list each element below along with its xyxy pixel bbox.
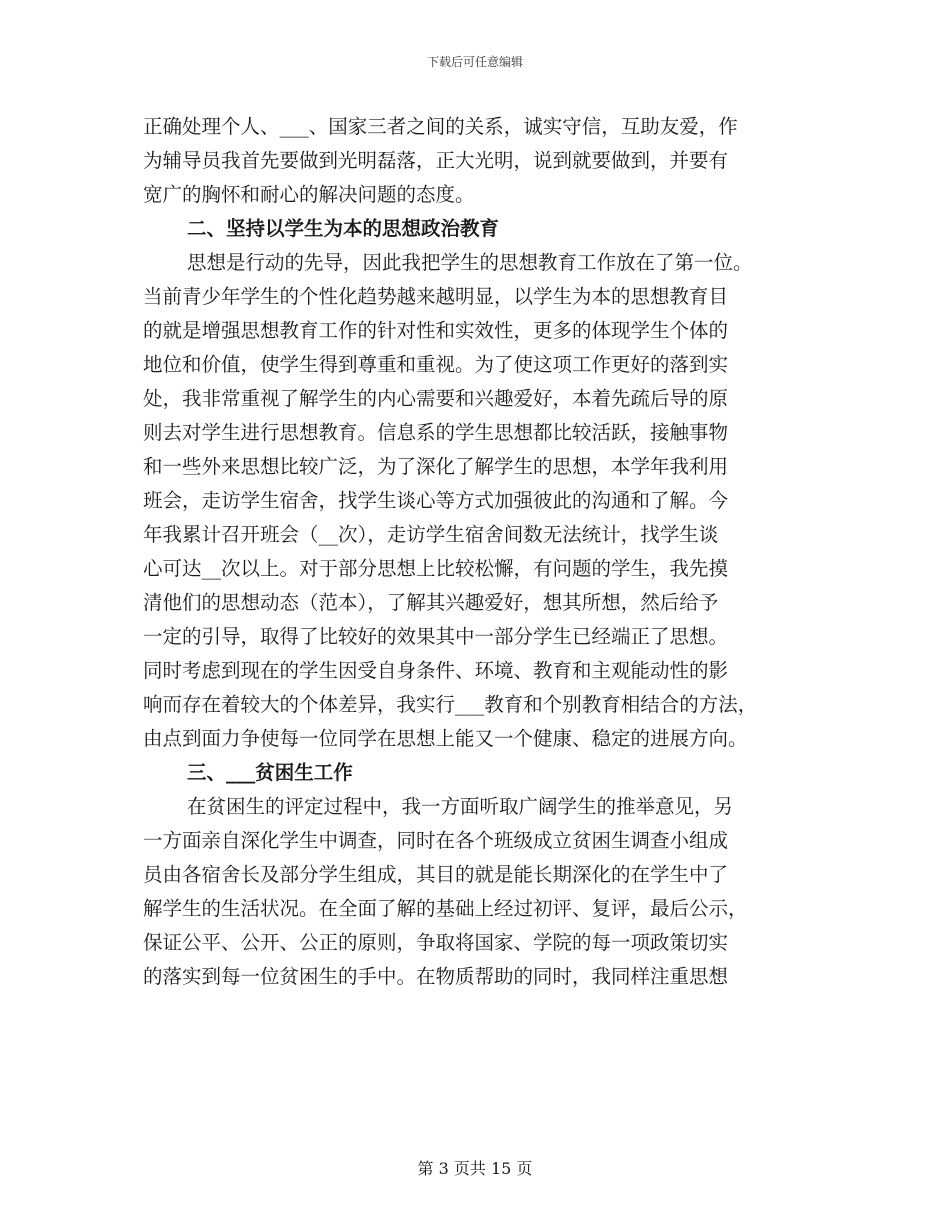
body-line: 地位和价值，使学生得到尊重和重视。为了使这项工作更好的落到实 [143,353,729,376]
body-line: 响而存在着较大的个体差异，我实行___教育和个别教育相结合的方法， [143,693,758,716]
body-line: 一定的引导，取得了比较好的效果其中一部分学生已经端正了思想。 [143,625,729,648]
body-line: 和一些外来思想比较广泛，为了深化了解学生的思想，本学年我利用 [143,455,729,478]
page-footer: 第 3 页共 15 页 [417,1159,533,1178]
section-heading-3: 三、___贫困生工作 [187,761,353,784]
document-body [143,110,823,994]
body-line: 由点到面力争使每一位同学在思想上能又一个健康、稳定的进展方向。 [143,727,748,750]
body-line: 保证公平、公开、公正的原则，争取将国家、学院的每一项政策切实 [143,931,729,954]
body-line: 当前青少年学生的个性化趋势越来越明显，以学生为本的思想教育目 [143,285,729,308]
body-line: 年我累计召开班会（__次），走访学生宿舍间数无法统计，找学生谈 [143,523,719,546]
body-line: 宽广的胸怀和耐心的解决问题的态度。 [143,183,475,206]
body-line: 一方面亲自深化学生中调查，同时在各个班级成立贫困生调查小组成 [143,829,729,852]
body-line: 员由各宿舍长及部分学生组成，其目的就是能长期深化的在学生中了 [143,863,729,886]
body-line: 的落实到每一位贫困生的手中。在物质帮助的同时，我同样注重思想 [143,965,729,988]
body-line: 的就是增强思想教育工作的针对性和实效性，更多的体现学生个体的 [143,319,729,342]
body-line: 处，我非常重视了解学生的内心需要和兴趣爱好，本着先疏后导的原 [143,387,729,410]
body-line: 为辅导员我首先要做到光明磊落，正大光明，说到就要做到，并要有 [143,149,729,172]
body-line: 心可达__次以上。对于部分思想上比较松懈，有问题的学生，我先摸 [143,557,729,580]
body-line: 解学生的生活状况。在全面了解的基础上经过初评、复评，最后公示， [143,897,748,920]
body-line: 同时考虑到现在的学生因受自身条件、环境、教育和主观能动性的影 [143,659,729,682]
body-line: 在贫困生的评定过程中，我一方面听取广阔学生的推举意见，另 [187,795,734,818]
body-line: 思想是行动的先导，因此我把学生的思想教育工作放在了第一位。 [187,251,753,274]
page-header: 下载后可任意编辑 [426,55,523,69]
body-line: 班会，走访学生宿舍，找学生谈心等方式加强彼此的沟通和了解。今 [143,489,729,512]
body-line: 正确处理个人、___、国家三者之间的关系，诚实守信，互助友爱，作 [143,115,738,138]
body-line: 则去对学生进行思想教育。信息系的学生思想都比较活跃，接触事物 [143,421,729,444]
section-heading-2: 二、坚持以学生为本的思想政治教育 [187,217,500,240]
body-line: 清他们的思想动态（范本），了解其兴趣爱好，想其所想，然后给予 [143,591,719,614]
